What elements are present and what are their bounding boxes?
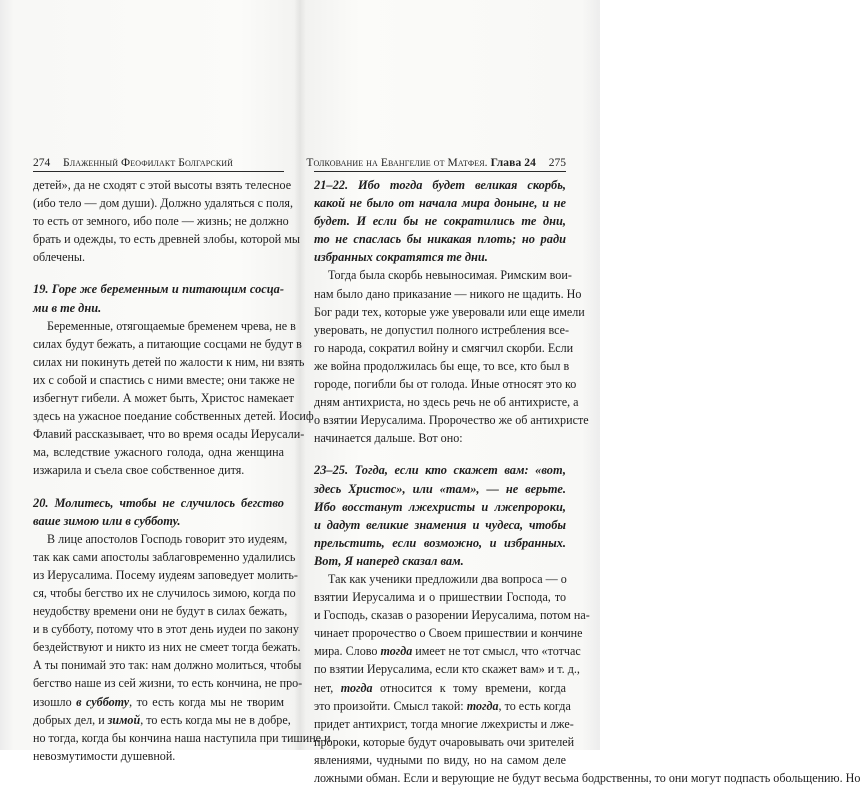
- left-page: [0, 0, 331, 763]
- text-line: (ибо тело — дом души). Должно удаляться с поля,: [33, 196, 294, 211]
- text-line: и Господь, сказав о разорении Иерусалима, потом на-: [314, 608, 590, 623]
- emphasis: зимой: [107, 712, 141, 727]
- text-line: из Иерусалима. Посему иудеям заповедует молить-: [33, 567, 298, 582]
- verse-heading: 19. Горе же беременным и питающим сосца-: [33, 282, 284, 297]
- text-line: начинается дальше. Вот оно:: [314, 431, 463, 446]
- verse-heading: какой не было от начала мира доныне, и не: [314, 196, 566, 211]
- text-line: ма, вследствие ужасного голода, одна женщина: [33, 445, 284, 460]
- verse-heading: будет. И если бы не сократились те дни,: [314, 214, 566, 229]
- text-line: но тогда, когда бы кончина наша наступила при тишине и: [33, 730, 331, 745]
- verse-heading: Ибо восстанут лжехристы и лжепророки,: [314, 499, 566, 514]
- verse-heading: 21–22. Ибо тогда будет великая скорбь,: [314, 178, 566, 192]
- text-line: это произойти. Смысл такой: тогда, то есть когда: [314, 698, 571, 713]
- emphasis: тогда: [340, 680, 373, 695]
- page-number: 275: [548, 157, 566, 169]
- text-line: В лице апостолов Господь говорит это иудеям,: [47, 531, 288, 546]
- text-line: так как сами апостолы заблаговременно удалились: [33, 549, 296, 564]
- verse-heading: 23–25. Тогда, если кто скажет вам: «вот,: [314, 463, 566, 478]
- text-line: бегство наше из сей жизни, то есть кончина, не про-: [33, 676, 303, 691]
- text-line: придет антихрист, тогда многие лжехристы и лже-: [314, 716, 574, 731]
- text-line: нам было дано приказание — никого не щадить. Но: [314, 286, 582, 301]
- verse-heading: то не спаслась бы никакая плоть; но ради: [314, 232, 566, 247]
- text-line: А ты понимай это так: нам должно молиться, чтобы: [33, 658, 302, 673]
- text-line: городе, погибли бы от голода. Иные относят это ко: [314, 377, 577, 392]
- text-line: уверовать, не допустил полного истребления все-: [314, 322, 570, 337]
- text-line: силах ни покинуть детей по жалости к ним, ни взять: [33, 354, 305, 369]
- emphasis: тогда: [380, 644, 413, 659]
- page-number: 274: [33, 157, 51, 169]
- emphasis: тогда: [466, 698, 499, 713]
- right-page-header: [306, 155, 566, 172]
- text-line: добрых дел, и зимой, то есть когда мы не в добре,: [33, 712, 291, 727]
- right-page: [300, 0, 860, 785]
- running-head: Блаженный Феофилакт Болгарский: [63, 157, 234, 169]
- left-page-header: [33, 155, 284, 172]
- text-line: изошло в субботу, то есть когда мы не творим: [33, 694, 284, 709]
- text-line: Беременные, отягощаемые бременем чрева, не в: [47, 318, 296, 333]
- left-page-body: [33, 176, 331, 765]
- emphasis: в субботу: [76, 694, 130, 709]
- text-line: нет, тогда относится к тому времени, когда: [314, 680, 566, 695]
- text-line: дням антихриста, но здесь речь не об антихристе, а: [314, 395, 579, 410]
- text-line: чинает пророчество о Своем пришествии и кончине: [314, 626, 583, 641]
- text-line: по взятии Иерусалима, если кто скажет вам» и т. д.,: [314, 662, 580, 677]
- text-line: Тогда была скорбь невыносимая. Римским вои-: [328, 268, 572, 283]
- text-line: неудобству времени они не будут в силах бежать,: [33, 604, 288, 619]
- text-line: ся, чтобы бегство их не случилось зимою, когда по: [33, 585, 296, 600]
- text-line: явлениями, чудными по виду, но на самом деле: [314, 752, 566, 767]
- text-line: детей», да не сходят с этой высоты взять телесное: [33, 178, 292, 192]
- verse-heading: Вот, Я наперед сказал вам.: [314, 553, 464, 568]
- right-page-body: [314, 176, 860, 787]
- verse-heading: здесь Христос», или «там», — не верьте.: [314, 481, 566, 496]
- running-head: Толкование на Евангелие от Матфея. Глава 24: [306, 157, 536, 169]
- text-line: то есть от земного, ибо поле — жизнь; не должно: [33, 214, 289, 229]
- text-line: силах будут бежать, а питающие сосцами не будут в: [33, 336, 302, 351]
- text-line: невозмутимости душевной.: [33, 748, 176, 763]
- text-line: о взятии Иерусалима. Пророчество же об антихристе: [314, 413, 589, 428]
- text-line: Так как ученики предложили два вопроса — о: [328, 571, 567, 586]
- text-line: пророки, которые будут очаровывать очи зрителей: [314, 734, 575, 749]
- verse-heading: избранных сократятся те дни.: [314, 250, 488, 265]
- verse-heading: прельстить, если возможно, и избранных.: [314, 535, 566, 550]
- verse-heading: ваше зимою или в субботу.: [33, 513, 181, 528]
- text-line: их с собой и спастись с ними вместе; они также не: [33, 372, 295, 387]
- verse-heading: ми в те дни.: [33, 300, 102, 315]
- verse-heading: 20. Молитесь, чтобы не случилось бегство: [33, 495, 284, 510]
- text-line: же война продолжилась бы еще, то все, кто был в: [314, 358, 570, 373]
- text-line: го народа, сократил войну и смягчил скорби. Если: [314, 340, 574, 355]
- text-line: и в субботу, потому что в этот день иудеи по закону: [33, 622, 299, 637]
- text-line: облечены.: [33, 250, 86, 265]
- text-line: бездействуют и никто из них не смеет тогда бежать.: [33, 640, 301, 655]
- text-line: брать и одежды, то есть древней злобы, которой мы: [33, 232, 301, 247]
- text-line: избегнут гибели. А может быть, Христос намекает: [33, 391, 294, 406]
- text-line: Бог ради тех, которые уже уверовали или еще имели: [314, 304, 585, 319]
- text-line: изжарила и съела свое собственное дитя.: [33, 463, 245, 478]
- chapter-label: Глава 24: [490, 157, 536, 169]
- text-line: Флавий рассказывает, что во время осады Иерусали-: [33, 427, 305, 442]
- text-line: мира. Слово тогда имеет не тот смысл, что «тотчас: [314, 644, 581, 659]
- text-line: взятии Иерусалима и о пришествии Господа, то: [314, 590, 566, 605]
- text-line: здесь на ужасное поедание собственных детей. Иосиф: [33, 409, 314, 424]
- text-line: ложными обман. Если и верующие не будут весьма бодрственны, то они могут подпасть обольщению. Но: [314, 771, 860, 785]
- verse-heading: и дадут великие знамения и чудеса, чтобы: [314, 517, 566, 532]
